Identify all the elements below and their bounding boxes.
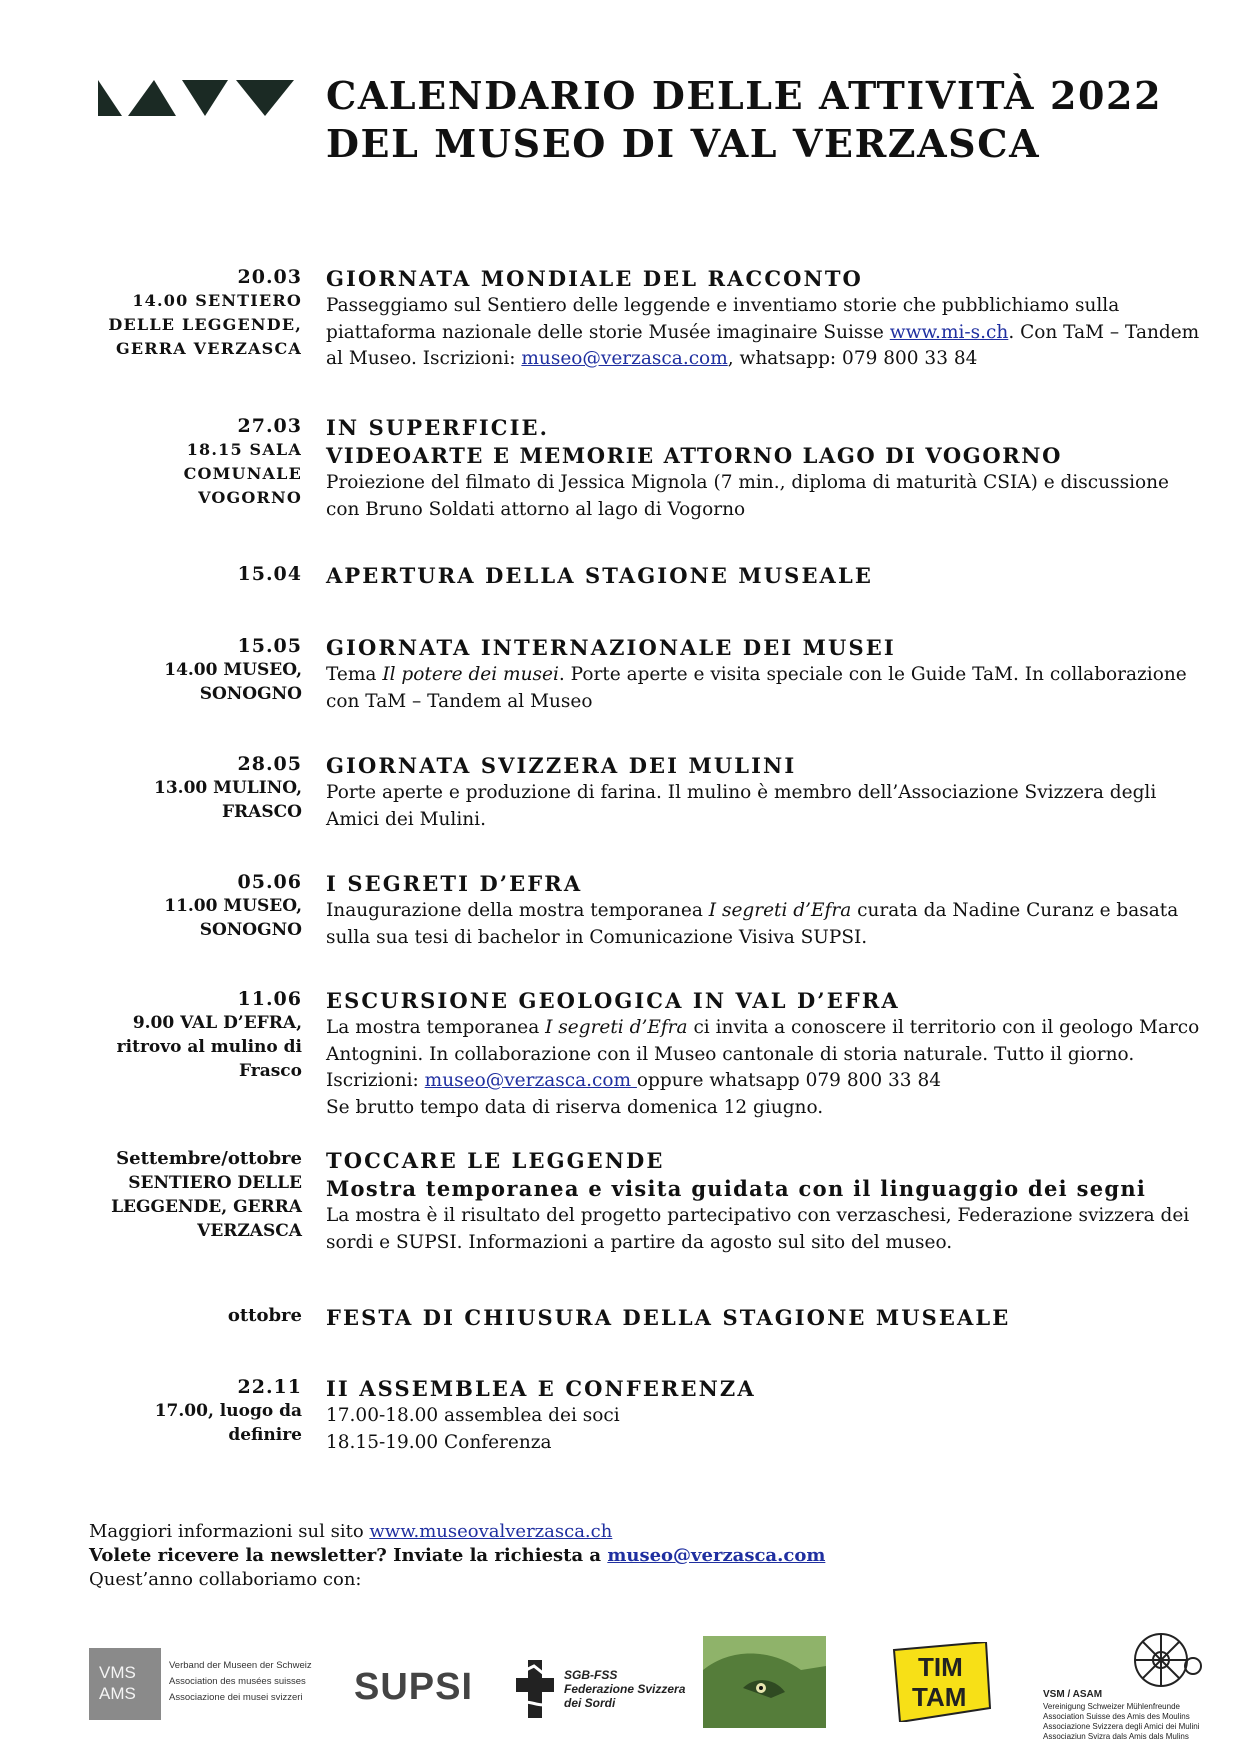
event-title: GIORNATA SVIZZERA DEI MULINI [326,753,797,778]
footer [89,1520,825,1592]
event-title: ESCURSIONE GEOLOGICA IN VAL D’EFRA [326,988,900,1013]
event-title: IN SUPERFICIE. [326,415,550,440]
event-date: Settembre/ottobre [116,1148,302,1169]
collaboration-label: Quest’anno collaboriamo con: [89,1569,362,1590]
event-subtitle: Mostra temporanea e visita guidata con il linguaggio dei segni [326,1176,1147,1201]
event-place-line: SENTIERO DELLE [128,1173,302,1193]
email-link[interactable]: museo@verzasca.com [424,1070,637,1091]
backup-date-note: Se brutto tempo data di riserva domenica 12 giugno. [326,1096,824,1118]
event-place-line: 14.00 SENTIERO [132,291,302,310]
vms-ams-mark: VMS AMS [89,1648,161,1720]
event-when-where [62,1304,302,1328]
event-place-line: 17.00, luogo da [154,1401,302,1421]
event-description: Porte aperte e produzione di farina. Il mulino è membro dell’Associazione Svizzera degli Amici dei Mulini. [326,782,1157,830]
event-when-where [62,634,302,706]
event-when-where [62,1375,302,1447]
event-when-where [62,562,302,586]
website-link[interactable]: www.museovalverzasca.ch [369,1521,613,1542]
email-link[interactable]: museo@verzasca.com [521,348,728,369]
event-description: Passeggiamo sul Sentiero delle leggende e inventiamo storie che pubblichiamo sulla piattaforma nazionale delle storie Musée imaginaire Suisse www.mi-s.ch. Con TaM – Tandem al Museo. Iscrizioni: museo@verzasca.com, whatsapp: 079 800 33 84 [326,295,1200,369]
event-date: 22.11 [237,1376,302,1398]
eagle-logo [703,1636,826,1728]
event-when-where [62,1147,302,1243]
event-place-line: 14.00 MUSEO, [164,660,302,680]
event-place-line: 13.00 MULINO, [154,778,302,798]
newsletter-request: Volete ricevere la newsletter? Inviate la richiesta a museo@verzasca.com [89,1545,826,1566]
event-description: La mostra è il risultato del progetto partecipativo con verzaschesi, Federazione svizzera dei sordi e SUPSI. Informazioni a partire da agosto sul sito del museo. [326,1205,1190,1253]
event-description: Tema Il potere dei musei. Porte aperte e visita speciale con le Guide TaM. In collaborazione con TaM – Tandem al Museo [326,664,1187,712]
event-place-line: 9.00 VAL D’EFRA, [132,1013,302,1033]
event-place-line: DELLE LEGGENDE, [108,315,302,334]
page-title [326,72,1162,168]
event-date: 11.06 [237,988,302,1010]
tam-text: TAM [912,1682,967,1712]
supsi-logo: SUPSI [354,1666,474,1708]
event-description-line: 18.15-19.00 Conferenza [326,1431,552,1453]
event-place-line: LEGGENDE, GERRA [111,1197,302,1217]
event-title: GIORNATA INTERNAZIONALE DEI MUSEI [326,635,896,660]
event-place-line: VERZASCA [197,1221,302,1241]
event-date: 05.06 [237,871,302,893]
event-description-line: 17.00-18.00 assemblea dei soci [326,1405,620,1426]
event-title: APERTURA DELLA STAGIONE MUSEALE [326,563,873,588]
event-title: TOCCARE LE LEGGENDE [326,1148,665,1173]
partner-logos [0,1628,1240,1748]
event-title: II ASSEMBLEA E CONFERENZA [326,1376,756,1401]
event-when-where [62,265,302,361]
more-info: Maggiori informazioni sul sito www.museovalverzasca.ch [89,1521,613,1542]
sgb-fss-logo [516,1660,686,1720]
event-title: FESTA DI CHIUSURA DELLA STAGIONE MUSEALE [326,1305,1011,1330]
event-place-line: Frasco [238,1061,302,1081]
event-place-line: 11.00 MUSEO, [164,896,302,916]
event-place-line: SONOGNO [199,920,302,940]
mill-wheel-icon [1043,1630,1209,1688]
event-place-line: ritrovo al mulino di [116,1037,302,1057]
event-description: La mostra temporanea I segreti d’Efra ci invita a conoscere il territorio con il geologo Marco Antognini. In collaborazione con il Museo cantonale di storia naturale. Tutto il giorno. Iscrizioni: museo@verzasca.com oppure whatsapp 079 800 33 84 Se brutto tempo data di riserva domenica 12 giugno. [326,1017,1200,1118]
event-when-where [62,870,302,942]
event-when-where [62,414,302,510]
sgb-fss-icon [516,1660,556,1720]
tim-text: TIM [918,1652,963,1682]
mis-link[interactable]: www.mi-s.ch [889,321,1009,343]
sgb-fss-text: SGB-FSS Federazione Svizzera dei Sordi [564,1668,686,1710]
tim-tam-logo [890,1642,992,1722]
event-date: 15.04 [237,563,302,585]
newsletter-email-link[interactable]: museo@verzasca.com [607,1545,826,1566]
museum-logo [98,80,294,116]
event-place-line: GERRA VERZASCA [116,339,302,358]
event-place-line: FRASCO [221,802,302,822]
event-when-where [62,987,302,1083]
title-line-1: CALENDARIO DELLE ATTIVITÀ 2022 [326,73,1163,118]
title-line-2: DEL MUSEO DI VAL VERZASCA [326,121,1041,166]
event-when-where [62,752,302,824]
event-place-line: 18.15 SALA [186,440,302,459]
event-date: 27.03 [237,415,302,437]
event-title: GIORNATA MONDIALE DEL RACCONTO [326,266,863,291]
event-description: Inaugurazione della mostra temporanea I segreti d’Efra curata da Nadine Curanz e basata sulla sua tesi di bachelor in Comunicazione Visiva SUPSI. [326,900,1179,948]
vms-ams-logo [89,1648,321,1720]
event-place-line: VOGORNO [198,488,302,507]
event-description: Proiezione del filmato di Jessica Mignola (7 min., diploma di maturità CSIA) e discussione con Bruno Soldati attorno al lago di Vogorno [326,472,1169,520]
event-title: I SEGRETI D’EFRA [326,871,583,896]
vsm-asam-logo [1043,1630,1209,1746]
event-date: 28.05 [237,753,302,775]
event-place-line: SONOGNO [199,684,302,704]
event-place-line: COMUNALE [183,464,302,483]
event-place-line: definire [228,1425,302,1445]
vms-ams-text: Verband der Museen der Schweiz Association des musées suisses Associazione dei musei svizzeri [169,1660,312,1703]
vsm-asam-text: VSM / ASAM Vereinigung Schweizer Mühlenfreunde Association Suisse des Amis des Moulins Associazione Svizzera degli Amici dei Mulini Associaziun Svizra dals Amis dals Mulins [1043,1689,1200,1741]
event-date: 20.03 [237,266,302,288]
event-date: 15.05 [237,635,302,657]
event-subtitle: VIDEOARTE E MEMORIE ATTORNO LAGO DI VOGORNO [326,443,1062,468]
event-date: ottobre [227,1305,302,1326]
